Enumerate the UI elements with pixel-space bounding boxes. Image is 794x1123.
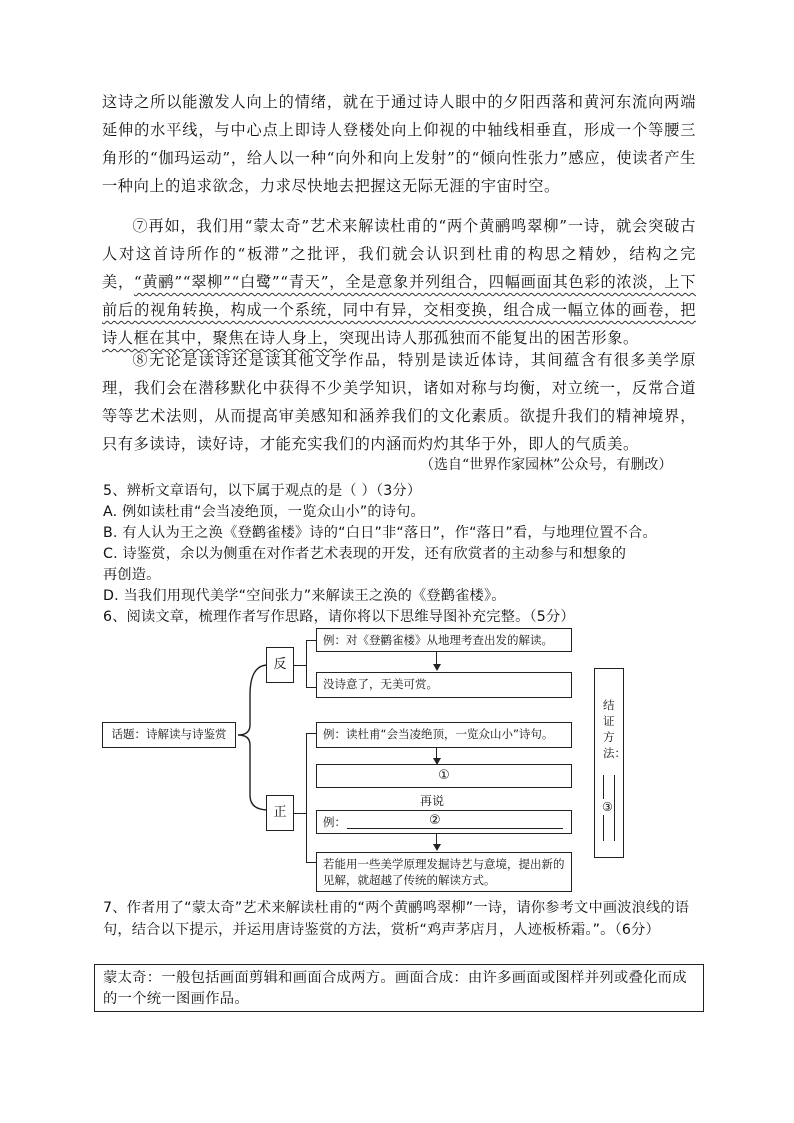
line xyxy=(294,813,306,814)
paragraph-text: 这诗之所以能激发人向上的情绪，就在于通过诗人眼中的夕阳西落和黄河东流向两端延伸的水平线，与中心点上即诗人登楼处向上仰视的中轴线相垂直，形成一个等腰三角形的“伽玛运动”，给人以一种“向外和向上发射”的“倾向性张力”感应，使读者产生一种向上的追求欲念，力求尽快地去把握这无际无涯的宇宙时空。 xyxy=(102,93,696,195)
arrow-head xyxy=(433,844,441,851)
topic-box: 话题：诗解读与诗鉴赏 xyxy=(102,722,236,748)
wavy-underlined-text: “黄鹂”“翠柳”“白鹭”“青天”，全是意象并列组合，四幅画面其色彩的浓淡，上下前后的视角转换，构成一个系统，同中有异，交相变换，组合成一幅立体的画卷，把诗人框在其中，聚焦在诗人身上， xyxy=(102,273,696,347)
blank-3[interactable]: ③ xyxy=(602,800,613,814)
example-2-label: 例： xyxy=(323,815,346,829)
question-6-stem: 6、阅读文章，梳理作者写作思路，请你将以下思维导图补充完整。（5分） xyxy=(103,609,575,625)
option-c[interactable]: C. 诗鉴赏，余以为侧重在对作者艺术表现的开发，还有欣赏者的主动参与和想象的 xyxy=(103,546,627,562)
paragraph-6-continued xyxy=(102,88,696,200)
line xyxy=(306,733,307,863)
blank-line xyxy=(347,828,563,829)
line xyxy=(294,665,306,666)
brace-connector xyxy=(236,655,270,875)
zheng-result-box: 若能用一些美学原理发掘诗艺与意境，提出新的见解，就超越了传统的解读方式。 xyxy=(316,852,572,892)
zaishuo-label: 再说 xyxy=(420,794,445,808)
question-7-stem: 7、作者用了“蒙太奇”艺术来解读杜甫的“两个黄鹂鸣翠柳”一诗，请你参考文中画波浪线的语句，结合以下提示，并运用唐诗鉴赏的方法，赏析“鸡声茅店月，人迹板桥霜。”。（6分） xyxy=(103,900,690,938)
option-c-continued: 再创造。 xyxy=(103,567,161,583)
paragraph-8 xyxy=(102,346,696,458)
example-2-box xyxy=(316,810,572,834)
conclusion-box xyxy=(594,668,624,858)
fan-result-box: 没诗意了，无美可赏。 xyxy=(316,672,572,698)
option-d[interactable]: D. 当我们用现代美学“空间张力”来解读王之涣的《登鹳雀楼》。 xyxy=(103,588,506,604)
blank-1-box[interactable]: ① xyxy=(316,764,572,788)
fan-example-box: 例：对《登鹳雀楼》从地理考查出发的解读。 xyxy=(316,628,572,652)
question-5 xyxy=(103,481,703,607)
option-b[interactable]: B. 有人认为王之涣《登鹳雀楼》诗的“白日”非“落日”，作“落日”看，与地理位置不合。 xyxy=(103,525,657,541)
montage-note-box: 蒙太奇：一般包括画面剪辑和画面合成两方。画面合成：由许多画面或图样并列或叠化而成的一个统一图画作品。 xyxy=(94,964,704,1012)
zheng-box: 正 xyxy=(266,795,294,831)
option-a[interactable]: A. 例如读杜甫“会当凌绝顶，一览众山小”的诗句。 xyxy=(103,504,425,520)
conclusion-line-right xyxy=(614,775,615,841)
paragraph-text: ⑦再如，我们用“蒙太奇”艺术来解读杜甫的“两个黄鹂鸣翠柳”一诗，就会突破古人对这首诗所作的“板滞”之批评，我们就会认识到杜甫的构思之精妙，结构之完美， xyxy=(102,217,696,291)
fan-box: 反 xyxy=(266,647,294,683)
paragraph-text: 突现出诗人那孤独而不能复出的困苦形象。 xyxy=(338,329,639,347)
arrow-head xyxy=(433,664,441,671)
paragraph-7 xyxy=(102,212,696,352)
question-5-stem: 5、辨析文章语句，以下属于观点的是（ ）（3分） xyxy=(103,483,422,499)
line xyxy=(306,640,307,688)
conclusion-label: 结证方法： xyxy=(603,698,626,760)
zheng-example-box: 例：读杜甫“会当凌绝顶，一览众山小”诗句。 xyxy=(316,722,572,748)
blank-2[interactable]: ② xyxy=(429,813,441,828)
paragraph-text: ⑧无论是读诗还是读其他文学作品，特别是读近体诗，其间蕴含有很多美学原理，我们会在潜移默化中获得不少美学知识，诸如对称与均衡，对立统一，反常合道等等艺术法则，从而提高审美感知和涵养我们的文化素质。欲提升我们的精神境界，只有多读诗，读好诗，才能充实我们的内涵而灼灼其华于外，即人的气质美。 xyxy=(102,351,696,453)
source-citation: （选自“世界作家园林”公众号，有删改） xyxy=(420,457,673,473)
